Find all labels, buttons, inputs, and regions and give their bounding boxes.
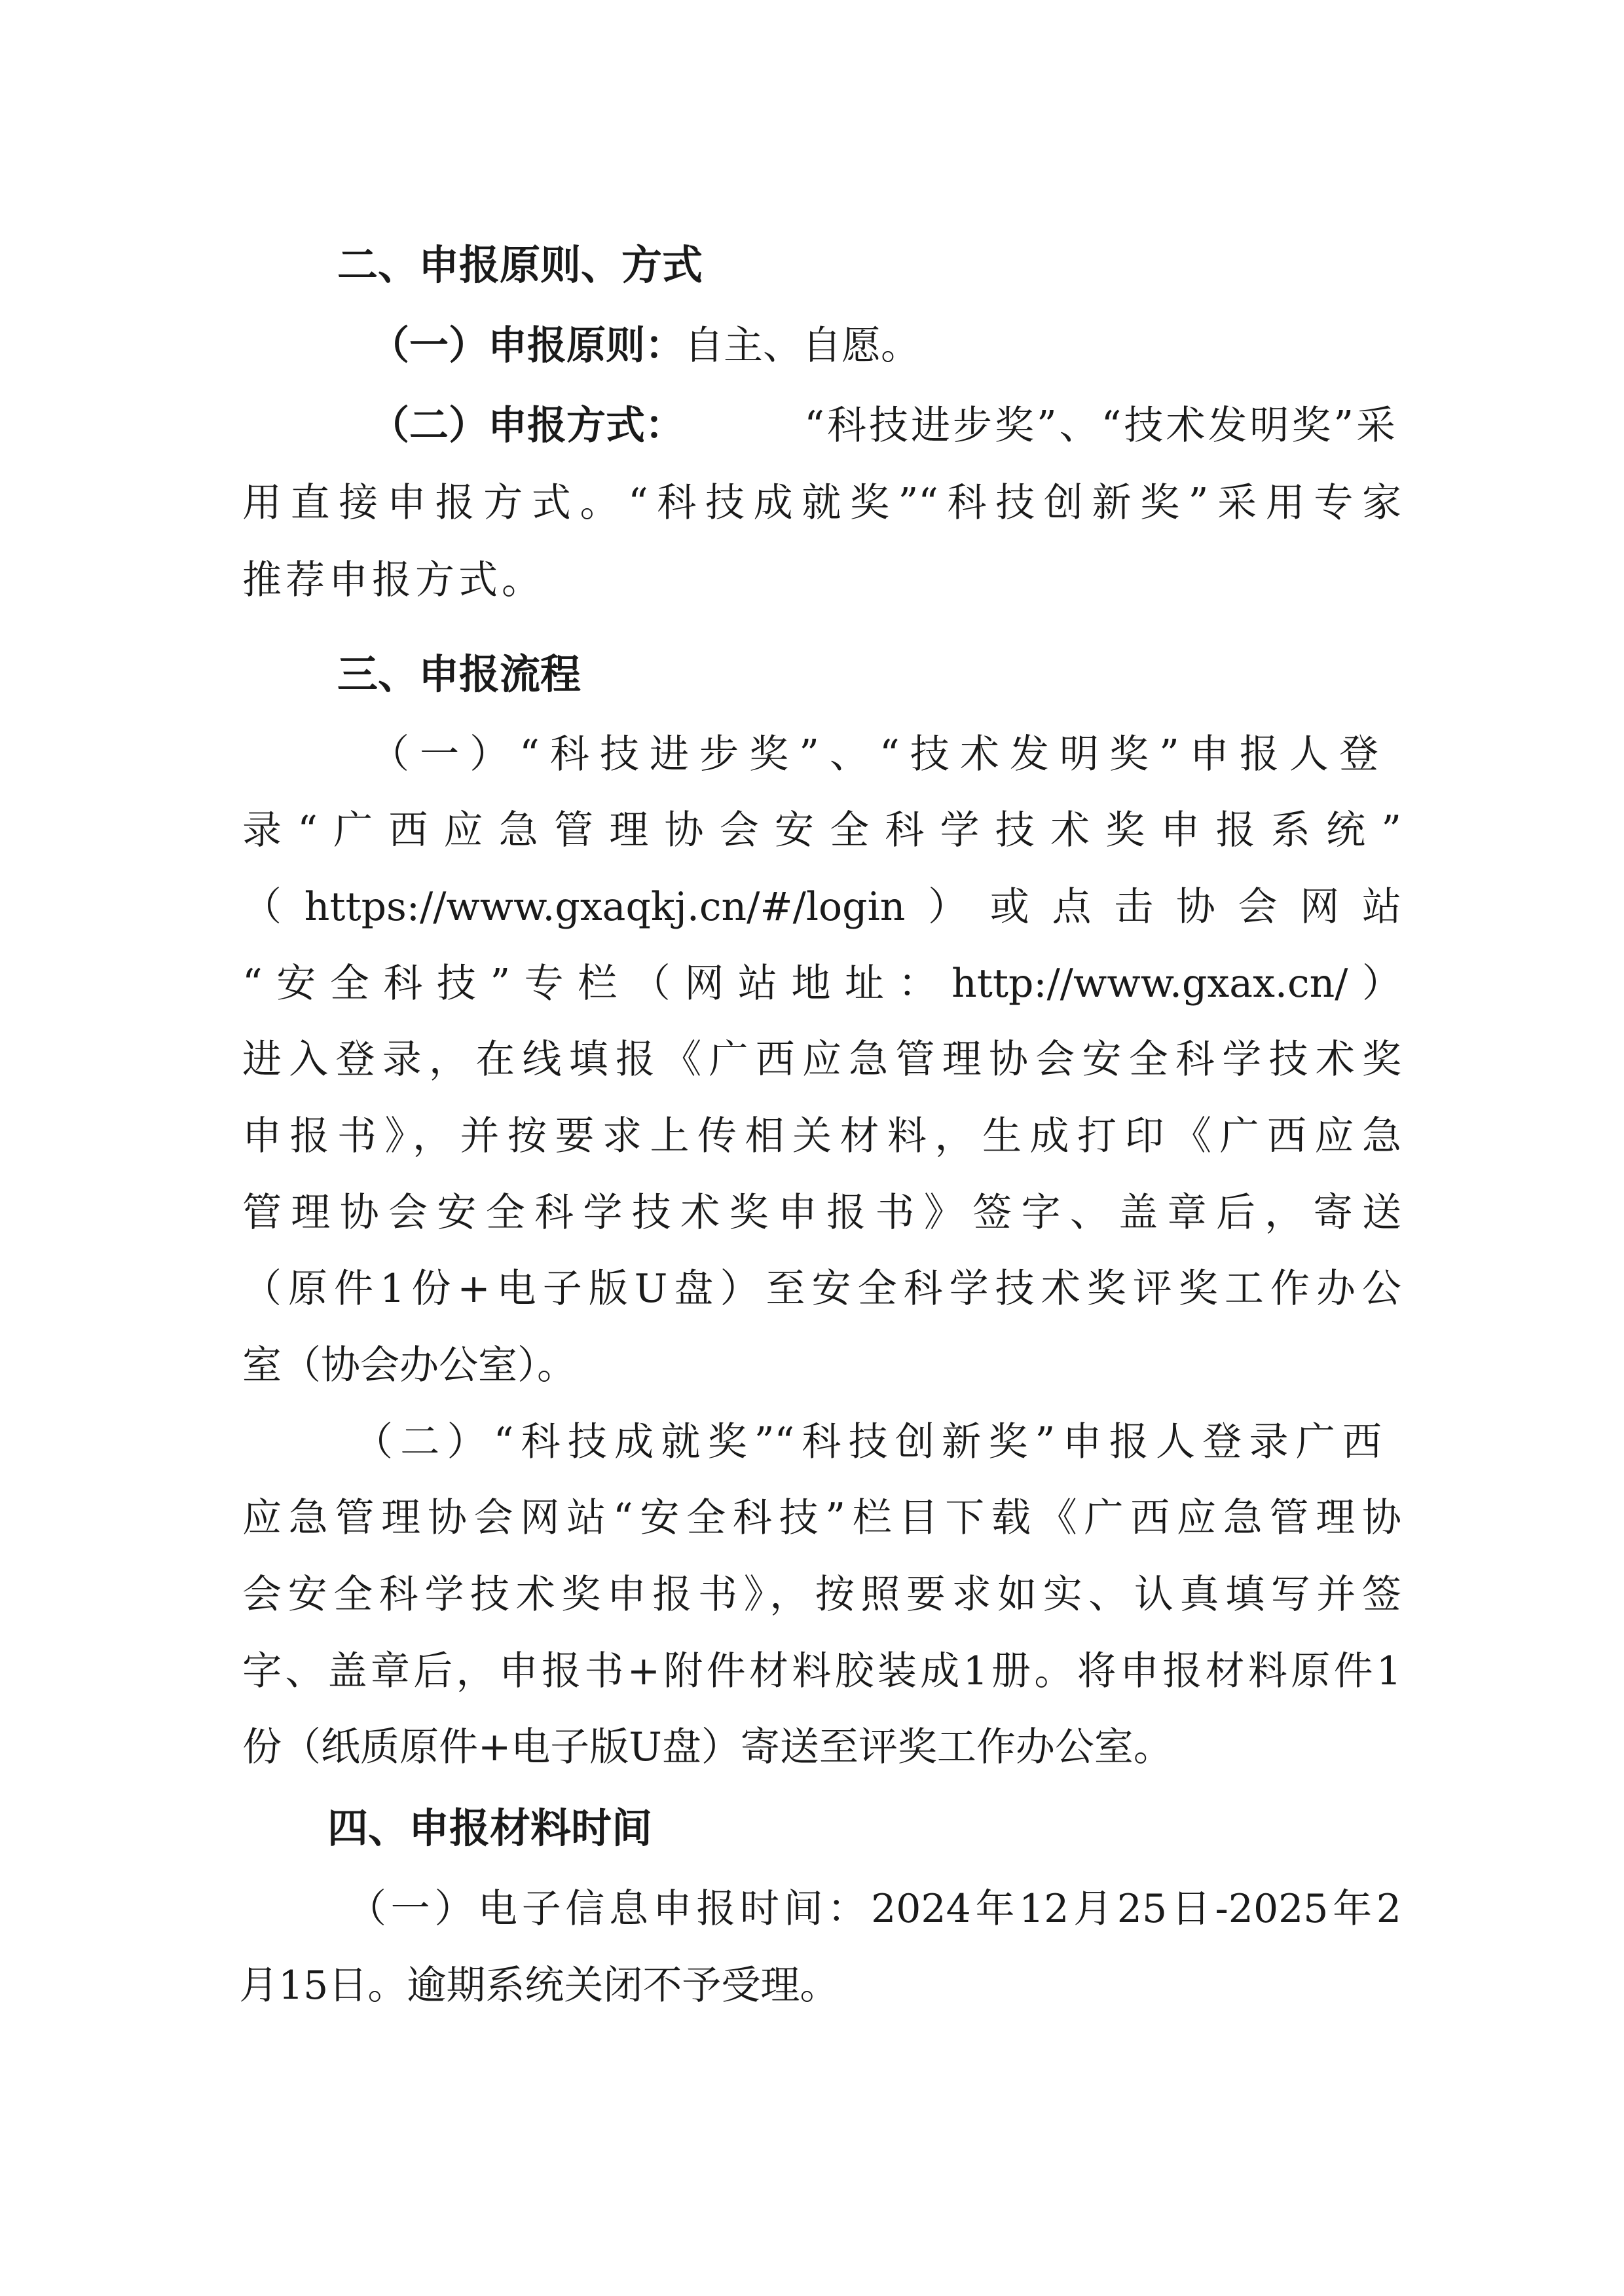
process-p1-line: 管理协会安全科学技术奖申报书》签字、盖章后，寄送	[242, 1190, 1401, 1236]
process-p1-line: 录“广西应急管理协会安全科学技术奖申报系统”	[242, 807, 1401, 853]
method-text-1: “科技进步奖”、“技术发明奖”采	[804, 403, 1398, 449]
section-3-heading: 三、申报流程	[337, 650, 581, 698]
principle-label: （一）申报原则：	[370, 323, 684, 369]
principle-text: 自主、自愿。	[684, 323, 920, 369]
process-p1-line-url: “安全科技”专栏（网站地址：http://www.gxax.cn/）	[242, 961, 1401, 1007]
section-4-heading: 四、申报材料时间	[327, 1804, 653, 1852]
process-p1-line: 室（协会办公室）。	[242, 1342, 576, 1388]
method-label: （二）申报方式：	[370, 403, 684, 449]
process-p1-line: （原件1份+电子版U盘）至安全科学技术奖评奖工作办公	[242, 1266, 1401, 1312]
process-p1-line: 进入登录，在线填报《广西应急管理协会安全科学技术奖	[242, 1037, 1401, 1083]
process-p1-line: 申报书》，并按要求上传相关材料，生成打印《广西应急	[242, 1113, 1401, 1159]
process-p2-line: 份（纸质原件+电子版U盘）寄送至评奖工作办公室。	[242, 1724, 1173, 1770]
process-p1-line-url: （https://www.gxaqkj.cn/#/login）或点击协会网站	[242, 884, 1401, 930]
method-text-2: 用直接申报方式。“科技成就奖”“科技创新奖”采用专家	[242, 480, 1401, 526]
timeline-line: （一）电子信息申报时间：2024年12月25日-2025年2	[347, 1886, 1401, 1932]
timeline-line: 月15日。逾期系统关闭不予受理。	[239, 1963, 840, 2009]
principle-item	[370, 320, 1352, 372]
section-2-heading: 二、申报原则、方式	[337, 241, 703, 289]
process-p1-line: （一）“科技进步奖”、“技术发明奖”申报人登	[370, 731, 1378, 777]
process-p2-line: （二）“科技成就奖”“科技创新奖”申报人登录广西	[354, 1419, 1382, 1465]
process-p2-line: 字、盖章后，申报书+附件材料胶装成1册。将申报材料原件1	[242, 1648, 1401, 1694]
method-item-line-1	[370, 399, 1398, 452]
method-text-3: 推荐申报方式。	[242, 557, 545, 603]
process-p2-line: 会安全科学技术奖申报书》，按照要求如实、认真填写并签	[242, 1572, 1401, 1618]
process-p2-line: 应急管理协会网站“安全科技”栏目下载《广西应急管理协	[242, 1495, 1401, 1541]
